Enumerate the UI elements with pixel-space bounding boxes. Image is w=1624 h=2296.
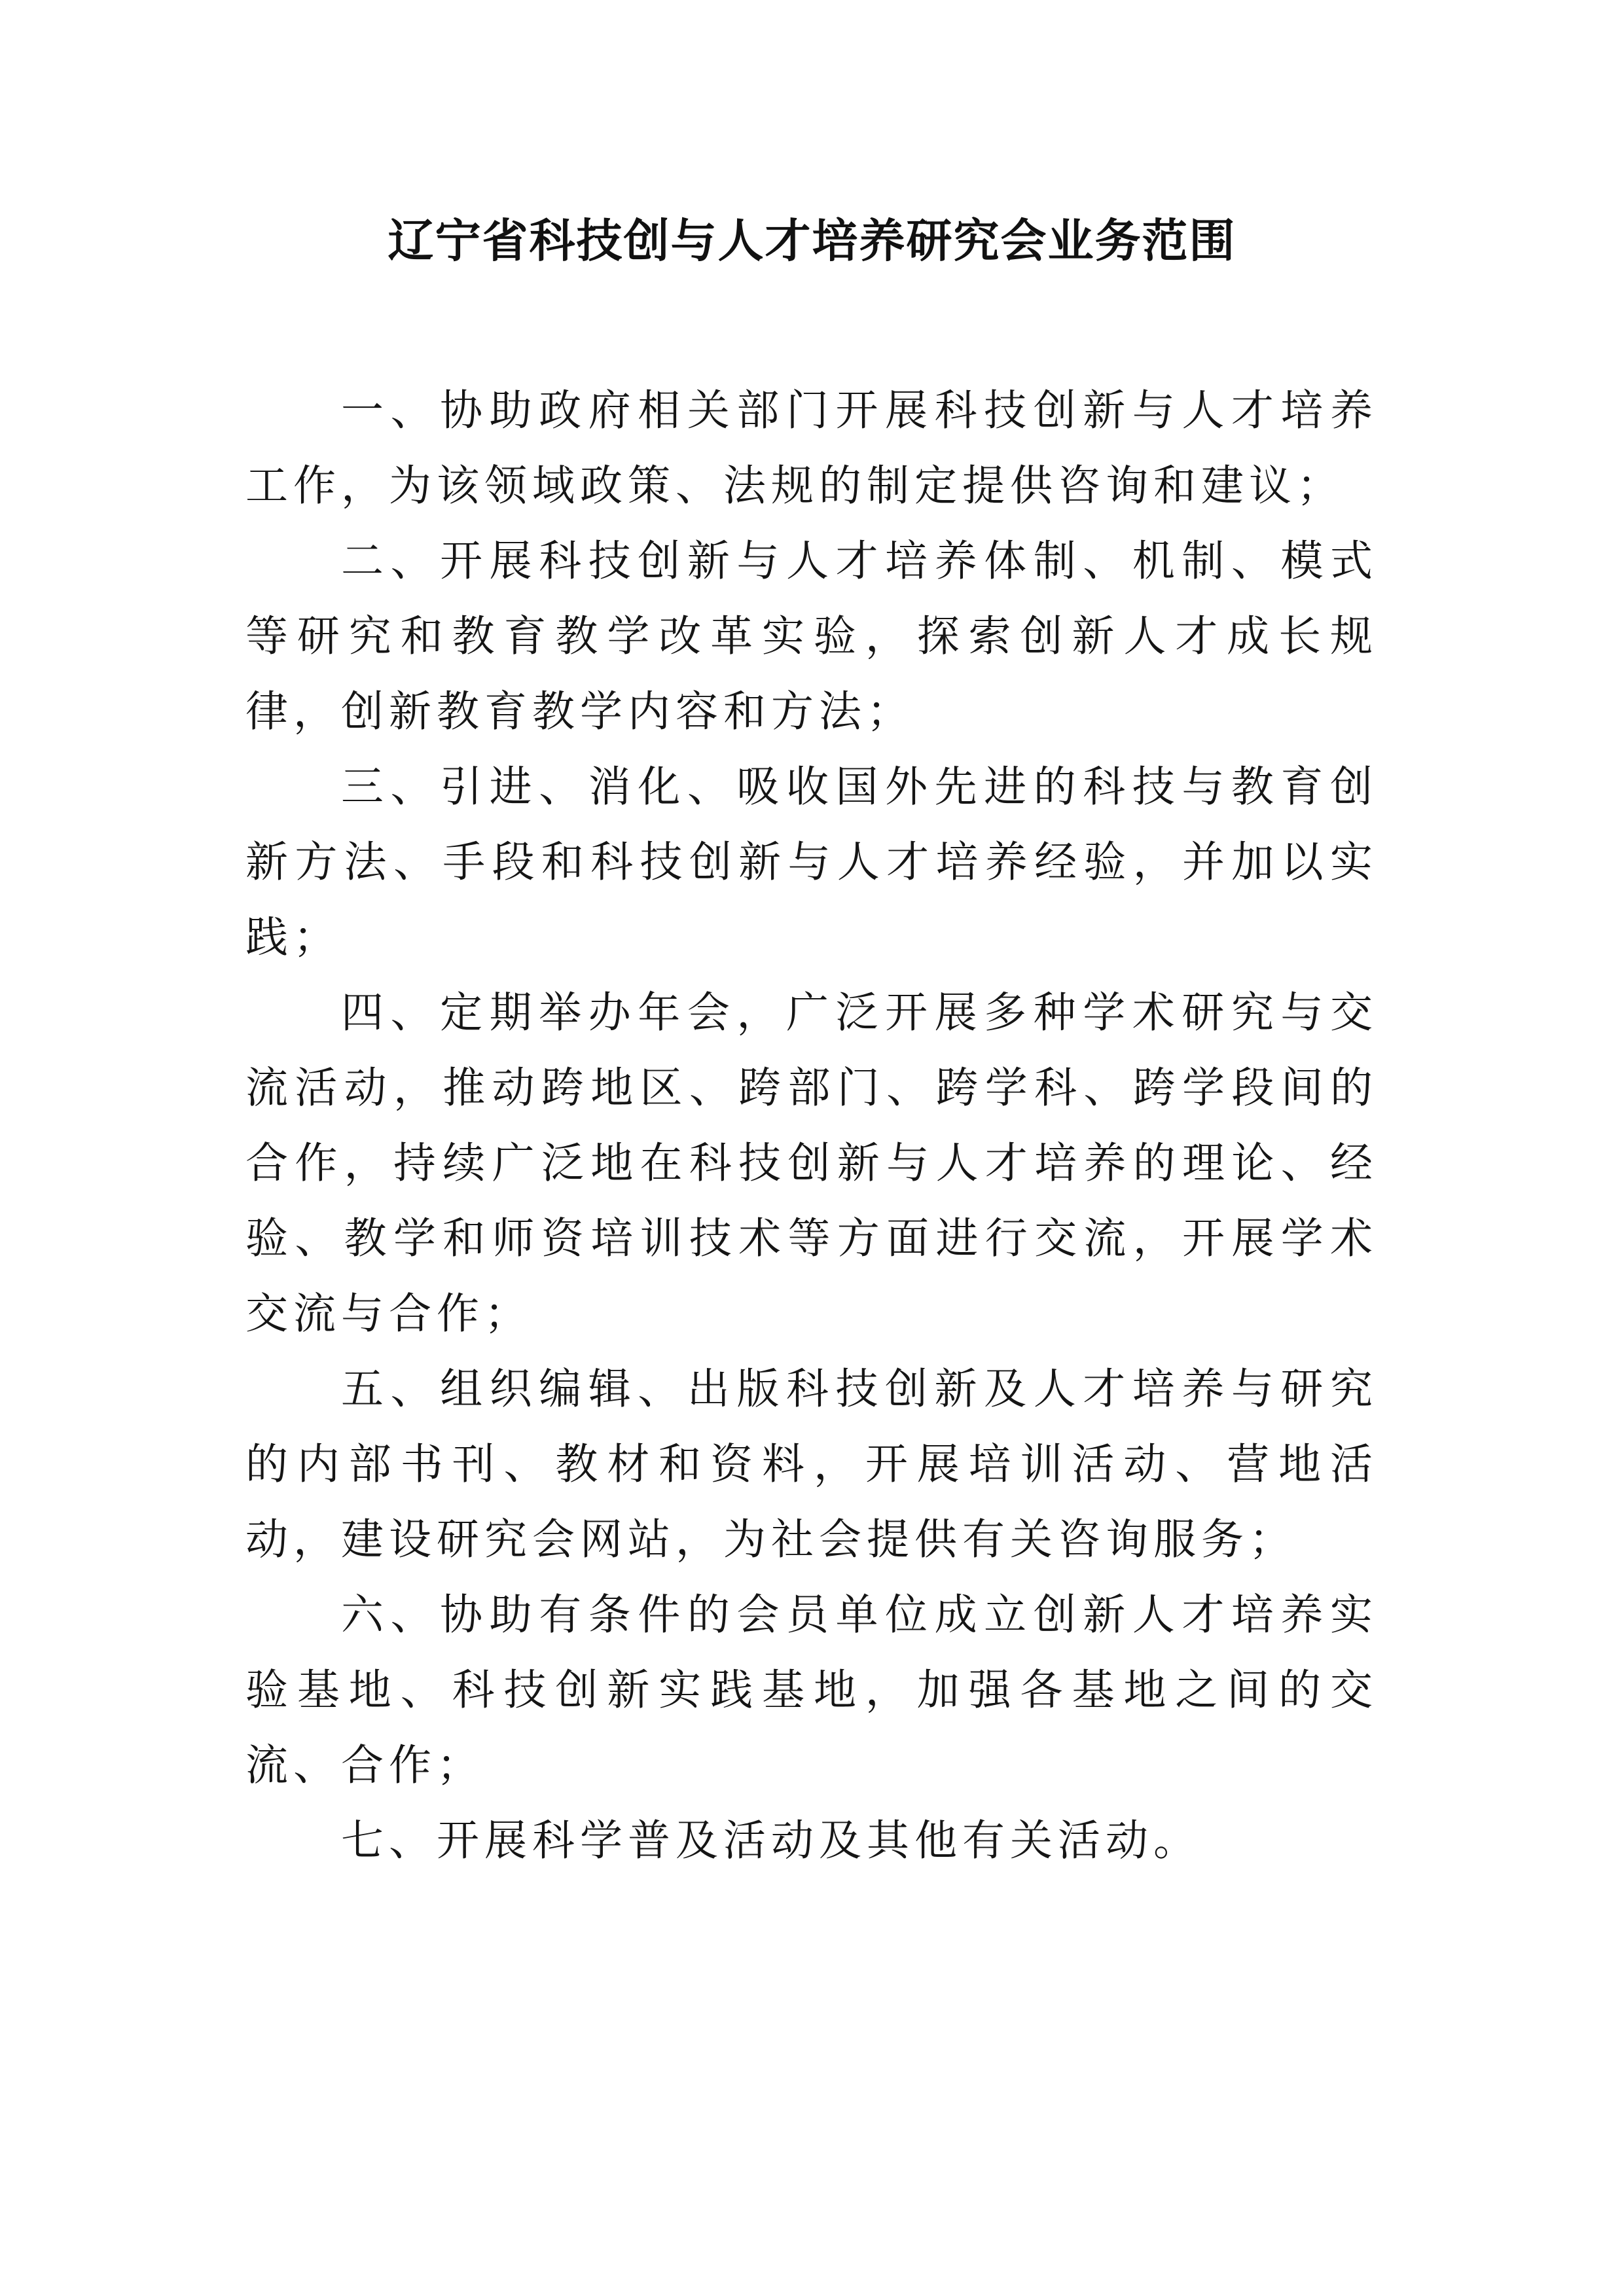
- document-title: 辽宁省科技创与人才培养研究会业务范围: [388, 214, 1236, 268]
- paragraph-item-2: 二、开展科技创新与人才培养体制、机制、模式等研究和教育教学改革实验，探索创新人才成长规律，创新教育教学内容和方法；: [245, 537, 1378, 736]
- document-body: [245, 373, 1378, 1878]
- paragraph-item-5: 五、组织编辑、出版科技创新及人才培养与研究的内部书刊、教材和资料，开展培训活动、营地活动，建设研究会网站，为社会提供有关咨询服务；: [245, 1365, 1378, 1564]
- paragraph-item-4: 四、定期举办年会，广泛开展多种学术研究与交流活动，推动跨地区、跨部门、跨学科、跨学段间的合作，持续广泛地在科技创新与人才培养的理论、经验、教学和师资培训技术等方面进行交流，开展学术交流与合作；: [245, 988, 1378, 1338]
- paragraph-item-7: 七、开展科学普及活动及其他有关活动。: [341, 1816, 1202, 1865]
- paragraph-item-6: 六、协助有条件的会员单位成立创新人才培养实验基地、科技创新实践基地，加强各基地之间的交流、合作；: [245, 1590, 1378, 1790]
- paragraph-item-1: 一、协助政府相关部门开展科技创新与人才培养工作，为该领域政策、法规的制定提供咨询和建议；: [245, 386, 1378, 511]
- paragraph-item-3: 三、引进、消化、吸收国外先进的科技与教育创新方法、手段和科技创新与人才培养经验，并加以实践；: [245, 762, 1378, 962]
